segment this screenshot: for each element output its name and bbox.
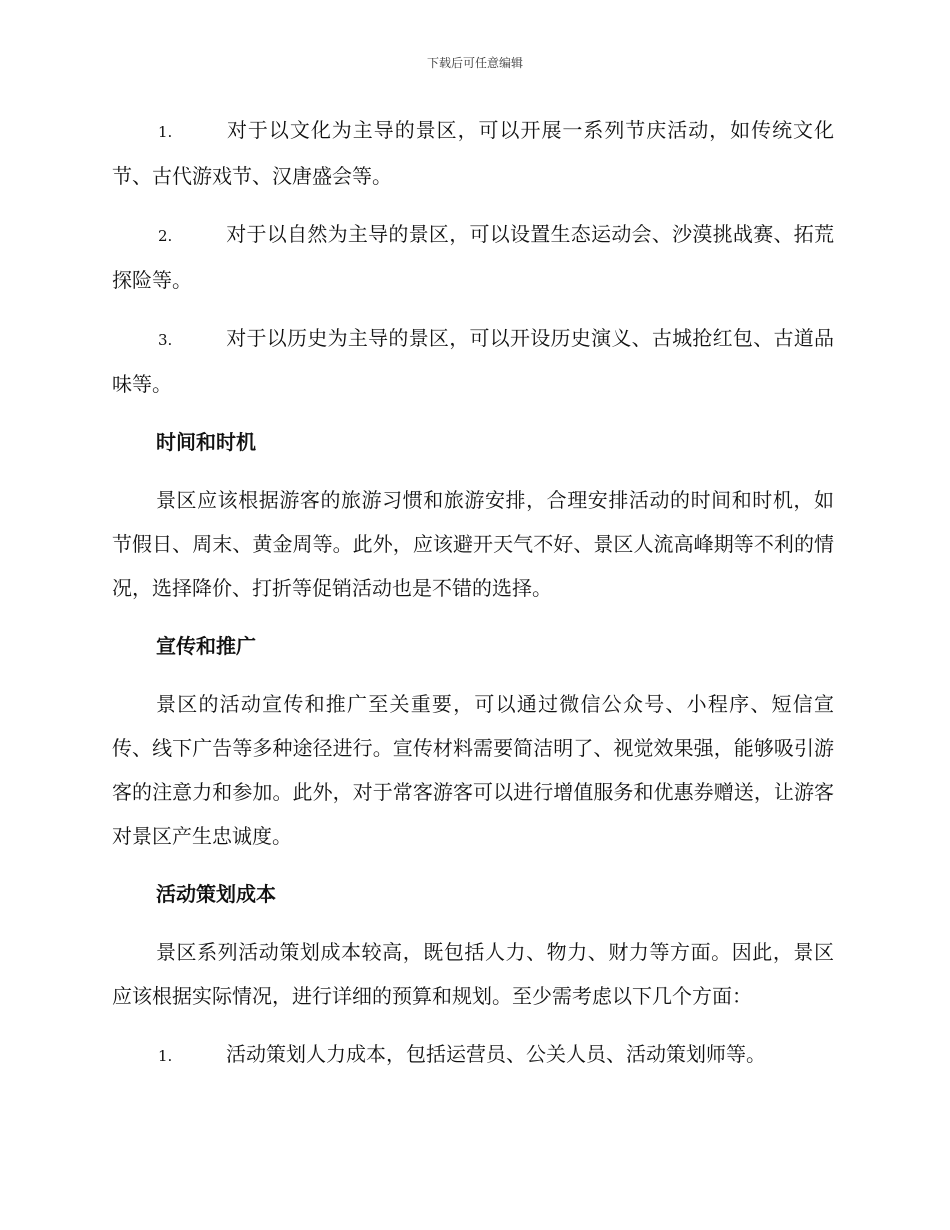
section-paragraph-cost: 景区系列活动策划成本较高，既包括人力、物力、财力等方面。因此，景区应该根据实际情况，进行详细的预算和规划。至少需考虑以下几个方面： xyxy=(112,940,834,1008)
list-number: 1. xyxy=(158,123,173,141)
list-text: 对于以自然为主导的景区，可以设置生态运动会、沙漠挑战赛、拓荒探险等。 xyxy=(112,222,834,292)
section-paragraph-timing: 景区应该根据游客的旅游习惯和旅游安排，合理安排活动的时间和时机，如节假日、周末、黄金周等。此外，应该避开天气不好、景区人流高峰期等不利的情况，选择降价、打折等促销活动也是不错的选择。 xyxy=(112,488,834,600)
list-item xyxy=(112,316,834,406)
list-item xyxy=(112,212,834,302)
section-heading-promotion: 宣传和推广 xyxy=(156,634,256,658)
list-number: 1. xyxy=(158,1047,173,1065)
list-text: 对于以文化为主导的景区，可以开展一系列节庆活动，如传统文化节、古代游戏节、汉唐盛会等。 xyxy=(112,118,834,188)
section-paragraph-promotion: 景区的活动宣传和推广至关重要，可以通过微信公众号、小程序、短信宣传、线下广告等多种途径进行。宣传材料需要简洁明了、视觉效果强，能够吸引游客的注意力和参加。此外，对于常客游客可以进行增值服务和优惠券赠送，让游客对景区产生忠诚度。 xyxy=(112,692,834,848)
list-number: 2. xyxy=(158,227,173,245)
list-item xyxy=(112,108,834,198)
section-heading-cost: 活动策划成本 xyxy=(156,882,276,906)
list-item xyxy=(112,1032,834,1078)
document-body xyxy=(112,108,834,1092)
list-text: 对于以历史为主导的景区，可以开设历史演义、古城抢红包、古道品味等。 xyxy=(112,326,834,396)
page-header: 下载后可任意编辑 xyxy=(426,56,523,70)
list-text: 活动策划人力成本，包括运营员、公关人员、活动策划师等。 xyxy=(226,1042,766,1066)
list-number: 3. xyxy=(158,331,173,349)
section-heading-timing: 时间和时机 xyxy=(156,430,256,454)
